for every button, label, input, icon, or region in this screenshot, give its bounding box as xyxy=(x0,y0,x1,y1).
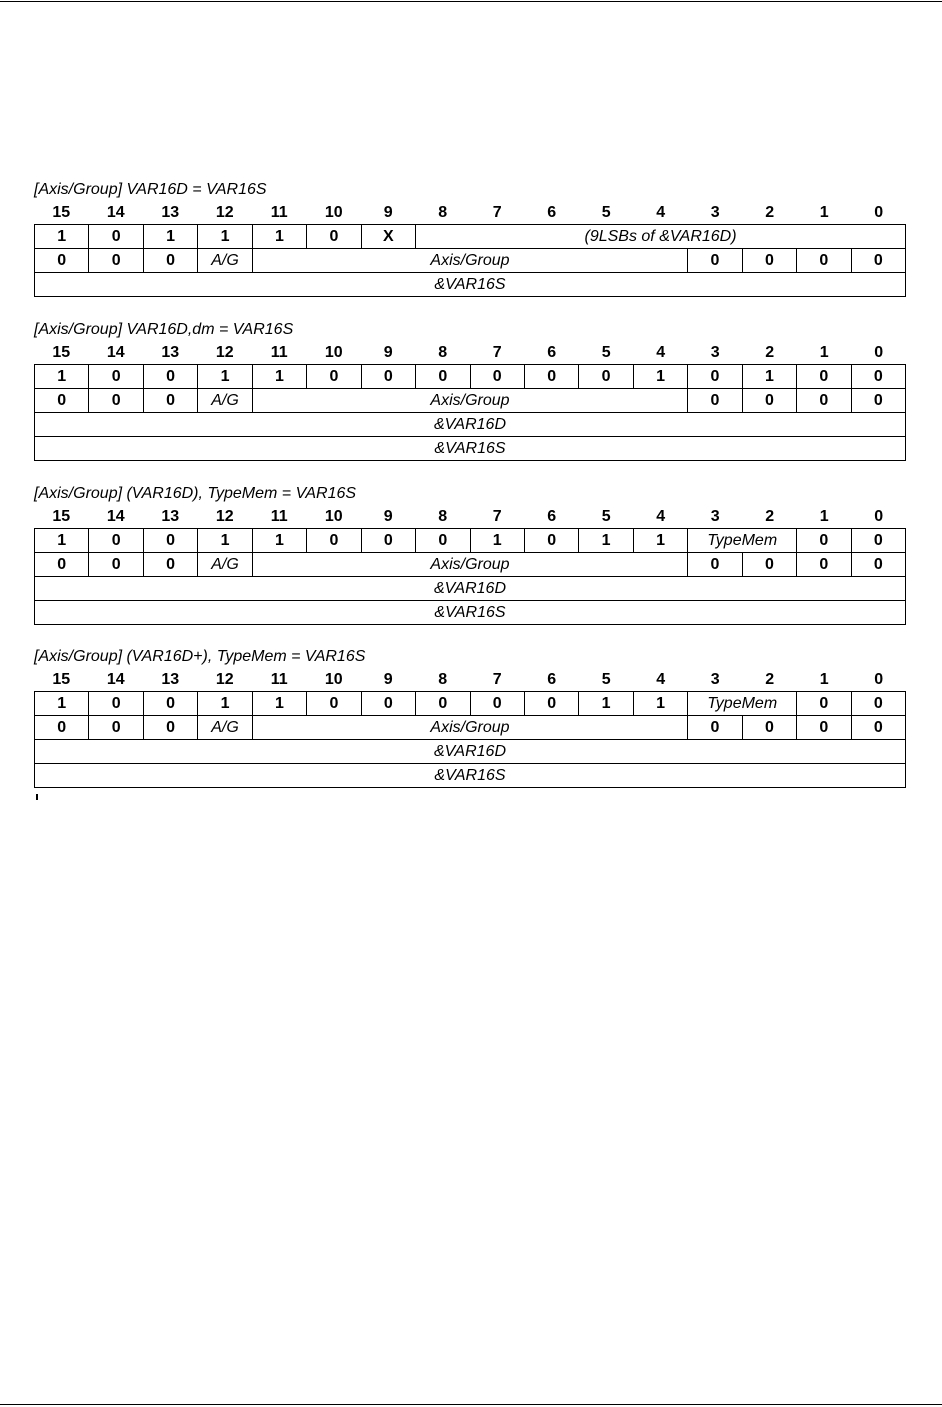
bit-number: 7 xyxy=(492,671,502,688)
bit-value-cell: 1 xyxy=(198,529,252,553)
encoding-row xyxy=(35,389,906,413)
encoding-table xyxy=(34,224,906,297)
bit-number: 15 xyxy=(52,508,71,525)
field-cell: TypeMem xyxy=(688,529,797,553)
bit-value-cell: 0 xyxy=(361,365,415,389)
bit-number: 9 xyxy=(383,508,393,525)
bit-number: 4 xyxy=(656,344,666,361)
bit-value-cell: 1 xyxy=(198,225,252,249)
bit-value-cell: 0 xyxy=(579,365,633,389)
bit-value-cell: 0 xyxy=(688,716,742,740)
bit-number: 9 xyxy=(383,204,393,221)
bit-value-cell: 1 xyxy=(579,529,633,553)
field-cell: Axis/Group xyxy=(252,249,688,273)
bit-number: 7 xyxy=(492,204,502,221)
bit-value-cell: 1 xyxy=(633,365,687,389)
bit-number: 15 xyxy=(52,204,71,221)
encoding-row xyxy=(35,601,906,625)
bit-number: 5 xyxy=(601,671,611,688)
instruction-title: [Axis/Group] (VAR16D), TypeMem = VAR16S xyxy=(34,485,357,502)
bit-number: 11 xyxy=(270,344,288,361)
encoding-row xyxy=(35,577,906,601)
bit-value-cell: 1 xyxy=(35,225,89,249)
bit-value-cell: 1 xyxy=(633,529,687,553)
bit-value-cell: 0 xyxy=(307,692,361,716)
bit-number: 10 xyxy=(324,508,343,525)
bit-value-cell: 0 xyxy=(742,389,796,413)
bit-value-cell: 0 xyxy=(143,389,197,413)
bit-value-cell: 0 xyxy=(307,529,361,553)
bit-value-cell: 1 xyxy=(742,365,796,389)
field-cell: &VAR16D xyxy=(35,577,906,601)
bit-number: 8 xyxy=(438,671,448,688)
bit-number: 13 xyxy=(161,204,180,221)
bit-value-cell: 0 xyxy=(89,553,143,577)
bit-number: 13 xyxy=(161,671,180,688)
encoding-block-4 xyxy=(34,647,906,788)
bit-number: 11 xyxy=(270,204,288,221)
bit-value-cell: 0 xyxy=(851,716,905,740)
encoding-block-3 xyxy=(34,484,906,625)
bit-value-cell: 0 xyxy=(143,529,197,553)
encoding-table xyxy=(34,691,906,788)
bit-number: 0 xyxy=(874,671,884,688)
bit-value-cell: 1 xyxy=(470,529,524,553)
bit-value-cell: 0 xyxy=(688,365,742,389)
encoding-row xyxy=(35,225,906,249)
bit-number: 14 xyxy=(106,508,125,525)
encoding-row xyxy=(35,553,906,577)
bit-value-cell: 0 xyxy=(797,389,851,413)
bit-number: 8 xyxy=(438,344,448,361)
bit-value-cell: 0 xyxy=(851,249,905,273)
bit-number: 1 xyxy=(819,344,829,361)
bit-number: 1 xyxy=(819,508,829,525)
bit-number: 12 xyxy=(215,204,234,221)
bit-value-cell: 0 xyxy=(35,716,89,740)
bit-number: 11 xyxy=(270,508,288,525)
encoding-row xyxy=(35,437,906,461)
bit-number: 7 xyxy=(492,344,502,361)
page-top-rule xyxy=(0,1,942,2)
bit-number: 7 xyxy=(492,508,502,525)
bit-number: 3 xyxy=(710,344,720,361)
bit-number: 13 xyxy=(161,344,180,361)
bit-number: 14 xyxy=(106,671,125,688)
bit-value-cell: 0 xyxy=(797,716,851,740)
bit-value-cell: 0 xyxy=(851,365,905,389)
bit-number: 2 xyxy=(765,204,775,221)
bit-value-cell: 0 xyxy=(797,692,851,716)
bit-value-cell: 1 xyxy=(198,365,252,389)
bit-value-cell: 1 xyxy=(35,365,89,389)
field-cell: TypeMem xyxy=(688,692,797,716)
bit-value-cell: 0 xyxy=(89,692,143,716)
bit-value-cell: 1 xyxy=(252,365,306,389)
field-cell: &VAR16D xyxy=(35,413,906,437)
encoding-row xyxy=(35,529,906,553)
bit-value-cell: 0 xyxy=(143,716,197,740)
encoding-row xyxy=(35,413,906,437)
bit-value-cell: 0 xyxy=(470,365,524,389)
bit-number: 9 xyxy=(383,671,393,688)
field-cell: &VAR16S xyxy=(35,273,906,297)
field-cell: &VAR16S xyxy=(35,764,906,788)
bit-value-cell: 0 xyxy=(361,692,415,716)
bit-value-cell: 0 xyxy=(89,249,143,273)
bit-value-cell: 0 xyxy=(35,553,89,577)
bit-value-cell: 0 xyxy=(416,529,470,553)
field-cell: Axis/Group xyxy=(252,553,688,577)
bit-value-cell: 0 xyxy=(688,249,742,273)
bit-number: 1 xyxy=(819,671,829,688)
bit-value-cell: 0 xyxy=(143,365,197,389)
bit-value-cell: 0 xyxy=(797,365,851,389)
bit-number: 5 xyxy=(601,508,611,525)
bit-value-cell: 0 xyxy=(89,389,143,413)
bit-number: 6 xyxy=(547,204,557,221)
field-cell: A/G xyxy=(198,553,252,577)
bit-number: 0 xyxy=(874,344,884,361)
bit-number: 10 xyxy=(324,671,343,688)
field-cell: A/G xyxy=(198,716,252,740)
bit-value-cell: 0 xyxy=(688,389,742,413)
bit-number: 9 xyxy=(383,344,393,361)
bit-number: 6 xyxy=(547,508,557,525)
bit-value-cell: 0 xyxy=(361,529,415,553)
bit-value-cell: 0 xyxy=(89,225,143,249)
bit-value-cell: 1 xyxy=(633,692,687,716)
bit-number: 4 xyxy=(656,508,666,525)
field-cell: A/G xyxy=(198,249,252,273)
bit-number: 13 xyxy=(161,508,180,525)
bit-number: 3 xyxy=(710,671,720,688)
bit-number: 6 xyxy=(547,344,557,361)
bit-number-row xyxy=(34,202,906,224)
bit-value-cell: 1 xyxy=(579,692,633,716)
bit-value-cell: 0 xyxy=(524,692,578,716)
bit-value-cell: 0 xyxy=(797,529,851,553)
bit-number: 5 xyxy=(601,204,611,221)
bit-value-cell: 0 xyxy=(688,553,742,577)
field-cell: A/G xyxy=(198,389,252,413)
bit-value-cell: 0 xyxy=(89,716,143,740)
bit-value-cell: 0 xyxy=(416,692,470,716)
bit-number: 10 xyxy=(324,344,343,361)
bit-value-cell: 0 xyxy=(742,249,796,273)
bit-number: 14 xyxy=(106,204,125,221)
bit-value-cell: 0 xyxy=(851,692,905,716)
field-cell: &VAR16S xyxy=(35,601,906,625)
instruction-title: [Axis/Group] (VAR16D+), TypeMem = VAR16S xyxy=(34,648,366,665)
bit-number: 6 xyxy=(547,671,557,688)
field-cell: Axis/Group xyxy=(252,389,688,413)
bit-number: 3 xyxy=(710,204,720,221)
bit-value-cell: 1 xyxy=(252,529,306,553)
bit-value-cell: 0 xyxy=(524,529,578,553)
bit-value-cell: 0 xyxy=(797,553,851,577)
bit-number: 10 xyxy=(324,204,343,221)
encoding-row xyxy=(35,716,906,740)
bit-number: 12 xyxy=(215,671,234,688)
encoding-row xyxy=(35,273,906,297)
bit-number: 1 xyxy=(819,204,829,221)
bit-number: 2 xyxy=(765,508,775,525)
bit-number: 11 xyxy=(270,671,288,688)
bit-number: 8 xyxy=(438,204,448,221)
encoding-table xyxy=(34,364,906,461)
bit-value-cell: 0 xyxy=(742,716,796,740)
encoding-table xyxy=(34,528,906,625)
bit-number: 12 xyxy=(215,344,234,361)
bit-value-cell: 1 xyxy=(35,529,89,553)
bit-value-cell: 1 xyxy=(35,692,89,716)
encoding-row xyxy=(35,764,906,788)
encoding-block-1 xyxy=(34,180,906,297)
bit-value-cell: 0 xyxy=(35,389,89,413)
bit-number: 0 xyxy=(874,508,884,525)
field-cell: Axis/Group xyxy=(252,716,688,740)
bit-value-cell: 0 xyxy=(851,553,905,577)
instruction-title: [Axis/Group] VAR16D = VAR16S xyxy=(34,181,267,198)
bit-value-cell: 1 xyxy=(198,692,252,716)
bit-value-cell: 0 xyxy=(143,553,197,577)
encoding-block-2 xyxy=(34,320,906,461)
bit-number: 4 xyxy=(656,671,666,688)
page-margin-mark xyxy=(36,794,38,800)
bit-value-cell: 0 xyxy=(797,249,851,273)
bit-value-cell: 0 xyxy=(143,249,197,273)
bit-value-cell: 1 xyxy=(252,225,306,249)
field-cell: &VAR16D xyxy=(35,740,906,764)
bit-value-cell: 0 xyxy=(470,692,524,716)
bit-number: 12 xyxy=(215,508,234,525)
bit-number: 15 xyxy=(52,344,71,361)
bit-number: 2 xyxy=(765,671,775,688)
encoding-row xyxy=(35,249,906,273)
encoding-row xyxy=(35,692,906,716)
bit-value-cell: 0 xyxy=(89,365,143,389)
instruction-title: [Axis/Group] VAR16D,dm = VAR16S xyxy=(34,321,294,338)
bit-value-cell: 0 xyxy=(742,553,796,577)
field-cell: (9LSBs of &VAR16D) xyxy=(416,225,906,249)
bit-value-cell: 1 xyxy=(143,225,197,249)
bit-value-cell: 0 xyxy=(524,365,578,389)
bit-number-row xyxy=(34,342,906,364)
encoding-row xyxy=(35,365,906,389)
bit-number: 8 xyxy=(438,508,448,525)
bit-value-cell: 0 xyxy=(307,365,361,389)
bit-value-cell: 0 xyxy=(851,389,905,413)
bit-number-row xyxy=(34,506,906,528)
bit-value-cell: 0 xyxy=(851,529,905,553)
field-cell: &VAR16S xyxy=(35,437,906,461)
encoding-row xyxy=(35,740,906,764)
bit-value-cell: 0 xyxy=(416,365,470,389)
bit-number: 2 xyxy=(765,344,775,361)
bit-number: 15 xyxy=(52,671,71,688)
bit-number: 14 xyxy=(106,344,125,361)
bit-number: 4 xyxy=(656,204,666,221)
bit-number-row xyxy=(34,669,906,691)
bit-value-cell: X xyxy=(361,225,415,249)
bit-number: 0 xyxy=(874,204,884,221)
bit-number: 5 xyxy=(601,344,611,361)
page-bottom-rule xyxy=(0,1404,942,1405)
bit-number: 3 xyxy=(710,508,720,525)
bit-value-cell: 1 xyxy=(252,692,306,716)
bit-value-cell: 0 xyxy=(89,529,143,553)
bit-value-cell: 0 xyxy=(35,249,89,273)
bit-value-cell: 0 xyxy=(143,692,197,716)
bit-value-cell: 0 xyxy=(307,225,361,249)
